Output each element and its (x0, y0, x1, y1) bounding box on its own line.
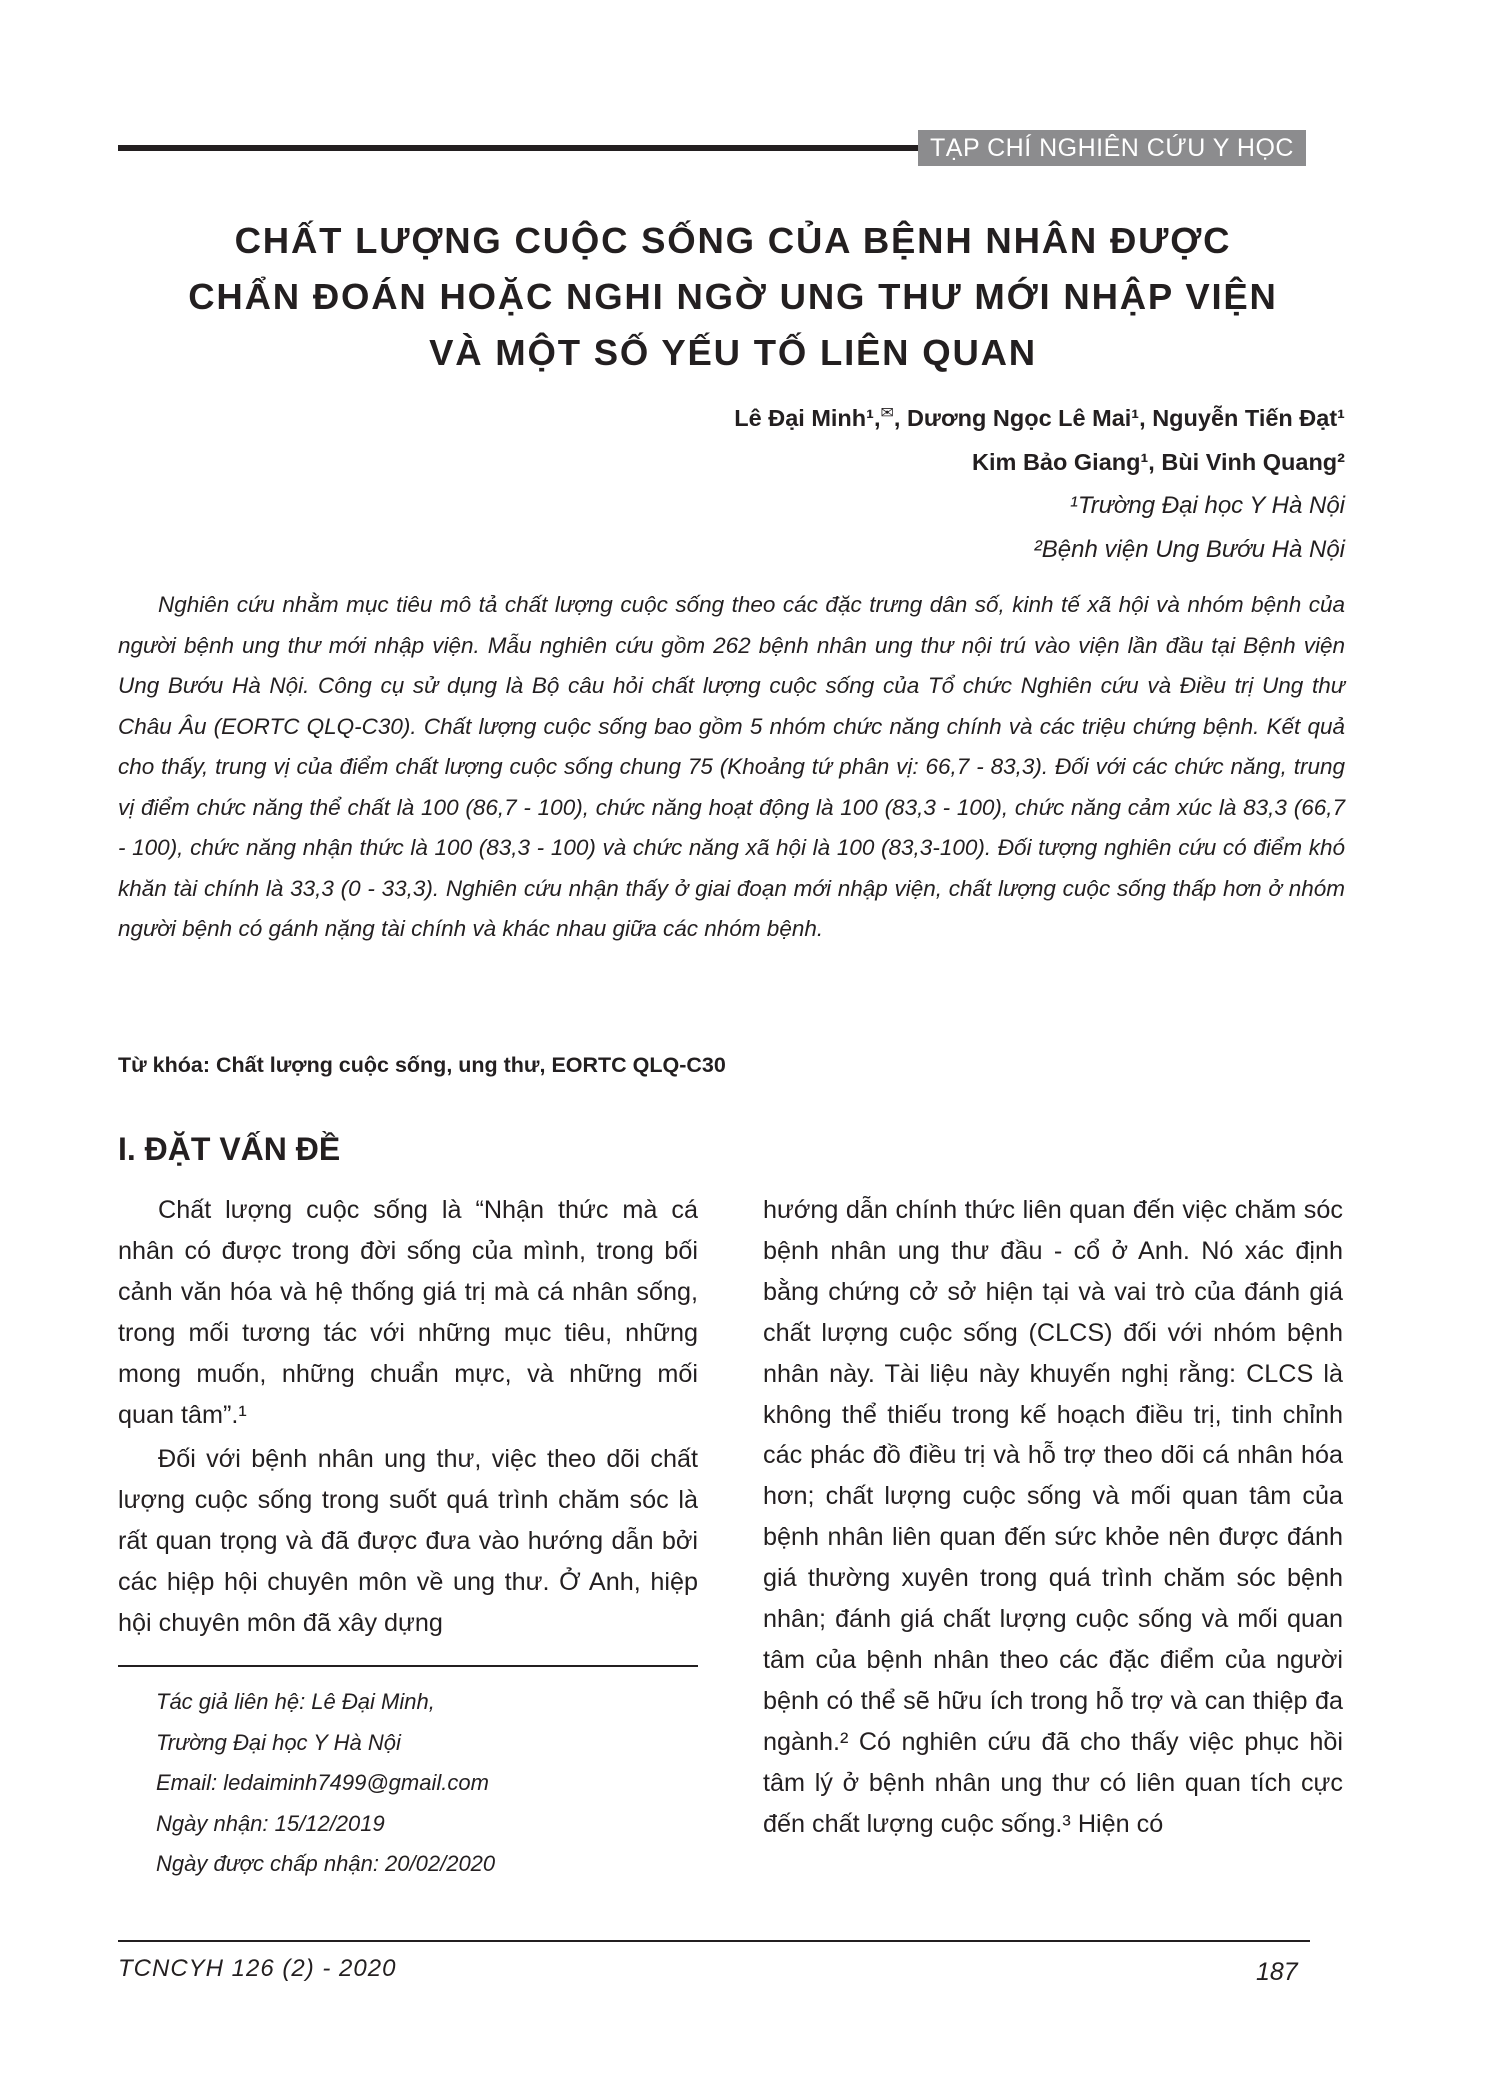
envelope-icon: ✉ (880, 405, 894, 422)
footnote-contact: Tác giả liên hệ: Lê Đại Minh, (156, 1689, 435, 1714)
author-block (734, 392, 1345, 572)
title-line-3: VÀ MỘT SỐ YẾU TỐ LIÊN QUAN (429, 332, 1037, 373)
affiliation-2: ²Bệnh viện Ung Bướu Hà Nội (1033, 536, 1345, 563)
title-line-1: CHẤT LƯỢNG CUỘC SỐNG CỦA BỆNH NHÂN ĐƯỢC (234, 220, 1232, 261)
footnote-institution: Trường Đại học Y Hà Nội (156, 1729, 401, 1755)
correspondence-footnote (156, 1682, 495, 1885)
body-paragraph: Đối với bệnh nhân ung thư, việc theo dõi chất lượng cuộc sống trong suốt quá trình chăm sóc là rất quan trọng và đã được đưa vào hướng dẫn bởi các hiệp hội chuyên môn về ung thư. Ở Anh, hiệp hội chuyên môn đã xây dựng (118, 1445, 698, 1638)
author-line-1: Lê Đại Minh¹,✉, Dương Ngọc Lê Mai¹, Nguyễn Tiến Đạt¹ (734, 405, 1345, 431)
footnote-accepted-date: Ngày được chấp nhận: 20/02/2020 (156, 1851, 496, 1876)
abstract: Nghiên cứu nhằm mục tiêu mô tả chất lượng cuộc sống theo các đặc trưng dân số, kinh tế xã hội và nhóm bệnh của người bệnh ung thư mới nhập viện. Mẫu nghiên cứu gồm 262 bệnh nhân ung thư nội trú vào viện lần đầu tại Bệnh viện Ung Bướu Hà Nội. Công cụ sử dụng là Bộ câu hỏi chất lượng cuộc sống của Tổ chức Nghiên cứu và Điều trị Ung thư Châu Âu (EORTC QLQ-C30). Chất lượng cuộc sống bao gồm 5 nhóm chức năng chính và các triệu chứng bệnh. Kết quả cho thấy, trung vị của điểm chất lượng cuộc sống chung 75 (Khoảng tứ phân vị: 66,7 - 83,3). Đối với các chức năng, trung vị điểm chức năng thể chất là 100 (86,7 - 100), chức năng hoạt động là 100 (83,3 - 100), chức năng cảm xúc là 83,3 (66,7 - 100), chức năng nhận thức là 100 (83,3 - 100) và chức năng xã hội là 100 (83,3-100). Đối tượng nghiên cứu có điểm khó khăn tài chính là 33,3 (0 - 33,3). Nghiên cứu nhận thấy ở giai đoạn mới nhập viện, chất lượng cuộc sống thấp hơn ở nhóm người bệnh có gánh nặng tài chính và khác nhau giữa các nhóm bệnh. (118, 592, 1345, 941)
footnote-received-date: Ngày nhận: 15/12/2019 (156, 1810, 385, 1836)
left-column (118, 1190, 698, 1648)
body-paragraph: Chất lượng cuộc sống là “Nhận thức mà cá nhân có được trong đời sống của mình, trong bối cảnh văn hóa và hệ thống giá trị mà cá nhân sống, trong mối tương tác với những mục tiêu, những mong muốn, những chuẩn mực, và những mối quan tâm”.¹ (118, 1196, 698, 1429)
page-number: 187 (1256, 1958, 1298, 1986)
right-column (763, 1190, 1343, 1849)
journal-name-banner: TẠP CHÍ NGHIÊN CỨU Y HỌC (918, 130, 1306, 166)
footnote-email: Email: ledaiminh7499@gmail.com (156, 1770, 489, 1795)
header-rule (118, 145, 918, 151)
section-heading: I. ĐẶT VẤN ĐỀ (118, 1131, 341, 1167)
affiliation-1: ¹Trường Đại học Y Hà Nội (1069, 492, 1345, 519)
article-title (118, 213, 1348, 381)
footer-journal-issue: TCNCYH 126 (2) - 2020 (118, 1955, 397, 1982)
footer-rule (118, 1940, 1310, 1942)
keywords: Từ khóa: Chất lượng cuộc sống, ung thư, EORTC QLQ-C30 (118, 1053, 726, 1077)
footnote-divider (118, 1665, 698, 1667)
body-paragraph: hướng dẫn chính thức liên quan đến việc chăm sóc bệnh nhân ung thư đầu - cổ ở Anh. Nó xác định bằng chứng cở sở hiện tại và vai trò của đánh giá chất lượng cuộc sống (CLCS) đối với nhóm bệnh nhân này. Tài liệu này khuyến nghị rằng: CLCS là không thể thiếu trong kế hoạch điều trị, tinh chỉnh các phác đồ điều trị và hỗ trợ theo dõi cá nhân hóa hơn; chất lượng cuộc sống và mối quan tâm của bệnh nhân liên quan đến sức khỏe nên được đánh giá thường xuyên trong quá trình chăm sóc bệnh nhân; đánh giá chất lượng cuộc sống và mối quan tâm của bệnh nhân theo các đặc điểm của người bệnh có thể sẽ hữu ích trong hỗ trợ và can thiệp đa ngành.² Có nghiên cứu đã cho thấy việc phục hồi tâm lý ở bệnh nhân ung thư có liên quan tích cực đến chất lượng cuộc sống.³ Hiện có (763, 1196, 1343, 1838)
title-line-2: CHẨN ĐOÁN HOẶC NGHI NGỜ UNG THƯ MỚI NHẬP VIỆN (188, 276, 1278, 317)
author-line-2: Kim Bảo Giang¹, Bùi Vinh Quang² (972, 449, 1345, 475)
